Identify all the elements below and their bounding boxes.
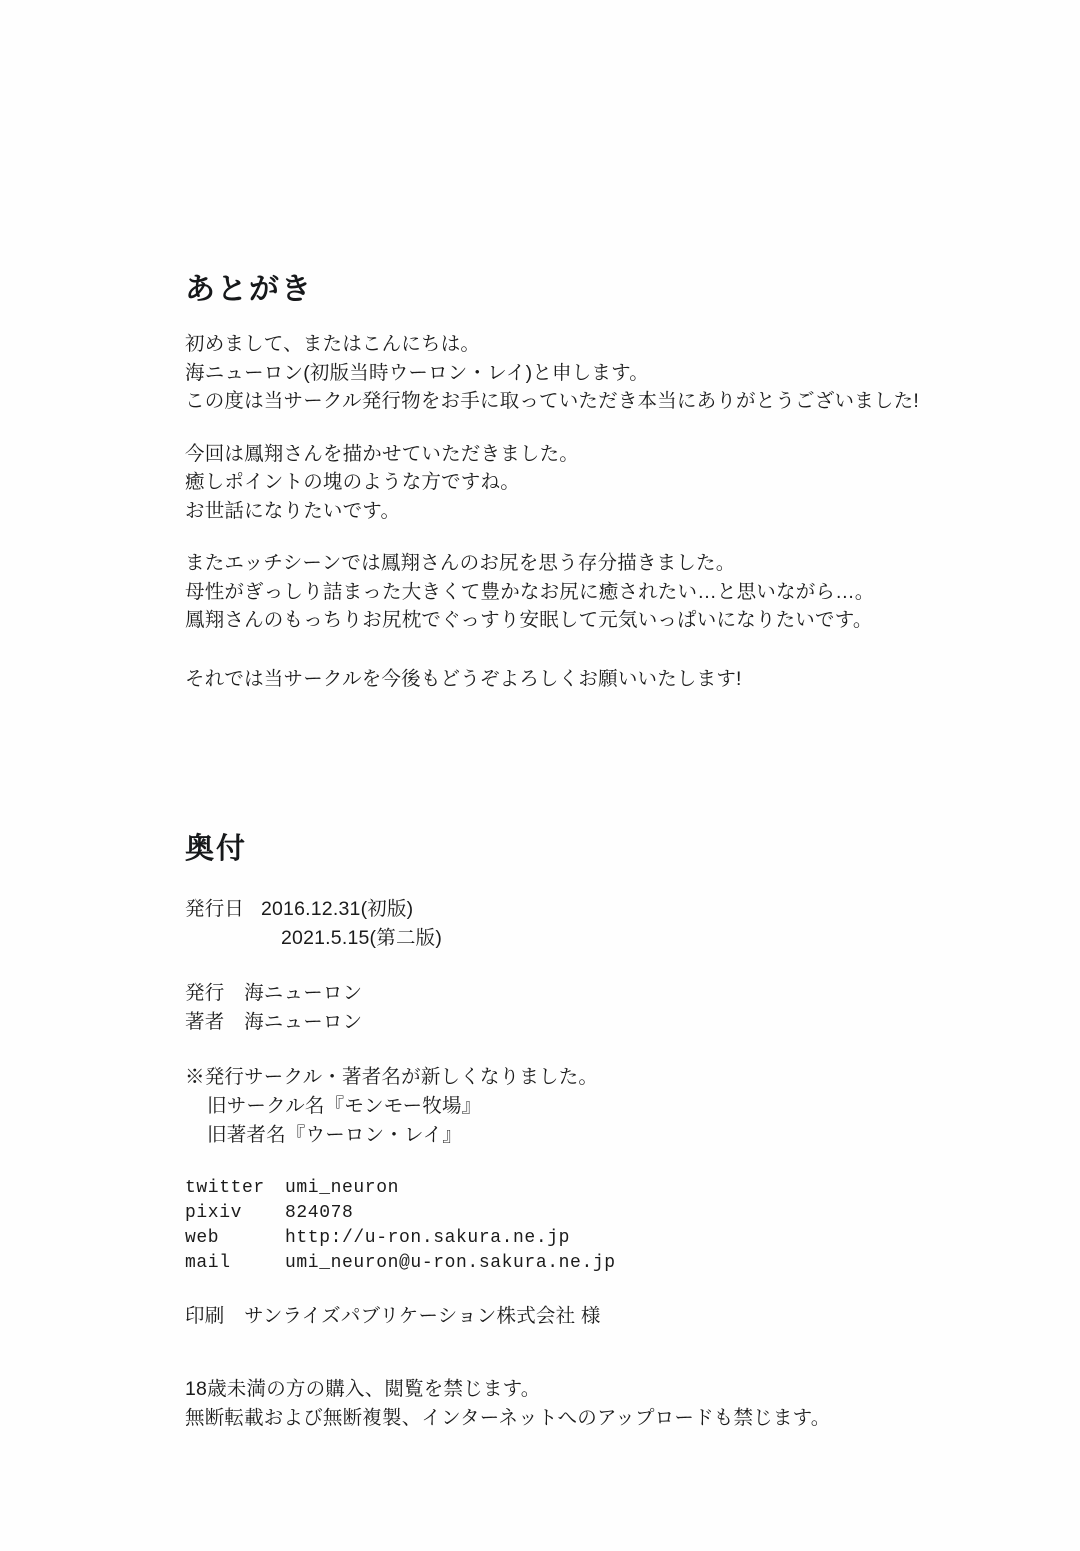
contact-row-mail [185,1251,1015,1276]
publisher-label: 発行 [185,981,225,1004]
legal-notice-line: 18歳未満の方の購入、閲覧を禁じます。 [185,1377,541,1400]
contact-value[interactable]: http://u-ron.sakura.ne.jp [285,1227,571,1248]
contact-value[interactable]: umi_neuron@u-ron.sakura.ne.jp [285,1252,616,1273]
afterword-line: またエッチシーンでは鳳翔さんのお尻を思う存分描きました。 [185,552,736,574]
legal-notice-line: 無断転載および無断複製、インターネットへのアップロードも禁じます。 [185,1406,831,1429]
publisher-row [185,979,1015,1008]
printing-value: サンライズパブリケーション株式会社 様 [244,1304,601,1327]
contact-key: twitter [185,1177,265,1198]
afterword-paragraph-4 [185,665,1015,694]
printing-block [185,1302,1015,1331]
contact-key: mail [185,1252,231,1273]
afterword-section [185,272,1015,693]
contact-row-pixiv [185,1201,1015,1226]
publish-date-second: 2021.5.15(第二版) [281,926,443,949]
publisher-value: 海ニューロン [244,981,363,1004]
afterword-heading: あとがき [185,273,313,306]
afterword-line: 海ニューロン(初版当時ウーロン・レイ)と申します。 [185,361,649,384]
publish-date-block [185,895,1015,953]
contact-row-twitter [185,1176,1015,1201]
afterword-line: 癒しポイントの塊のような方ですね。 [185,471,520,493]
contact-key: web [185,1227,220,1248]
publish-date-label: 発行日 [185,897,245,920]
contact-value: 824078 [285,1202,354,1223]
afterword-paragraph-1 [185,330,1015,416]
rename-note-block [185,1063,1015,1150]
printing-label: 印刷 [185,1304,225,1327]
afterword-paragraph-3 [185,549,1015,635]
contact-key: pixiv [185,1202,243,1223]
afterword-line: お世話になりたいです。 [185,499,401,522]
printing-row [185,1302,1015,1331]
publish-date-first: 2016.12.31(初版) [260,897,414,920]
afterword-line: それでは当サークルを今後もどうぞよろしくお願いいたします! [185,667,742,690]
rename-note-line: 旧サークル名『モンモー牧場』 [207,1094,482,1117]
author-label: 著者 [185,1010,225,1033]
colophon-heading: 奥付 [185,833,248,865]
colophon-section [185,832,1015,1459]
afterword-line: 今回は鳳翔さんを描かせていただきました。 [185,442,580,465]
author-row [185,1008,1015,1037]
afterword-line: 初めまして、またはこんにちは。 [185,333,481,355]
afterword-line: 母性がぎっしり詰まった大きくて豊かなお尻に癒されたい…と思いながら…。 [185,580,875,603]
contact-row-web [185,1226,1015,1251]
rename-note-line: ※発行サークル・著者名が新しくなりました。 [185,1065,599,1088]
publish-date-row [185,895,1015,924]
author-value: 海ニューロン [244,1010,363,1033]
publisher-author-block [185,979,1015,1037]
afterword-paragraph-2 [185,440,1015,526]
legal-notice-block [185,1375,1015,1433]
contact-value: umi_neuron [285,1177,400,1198]
contacts-block [185,1176,1015,1276]
afterword-line: 鳳翔さんのもっちりお尻枕でぐっすり安眠して元気いっぱいになりたいです。 [185,609,873,631]
afterword-line: この度は当サークル発行物をお手に取っていただき本当にありがとうございました! [185,390,919,412]
rename-note-line: 旧著者名『ウーロン・レイ』 [207,1123,463,1146]
